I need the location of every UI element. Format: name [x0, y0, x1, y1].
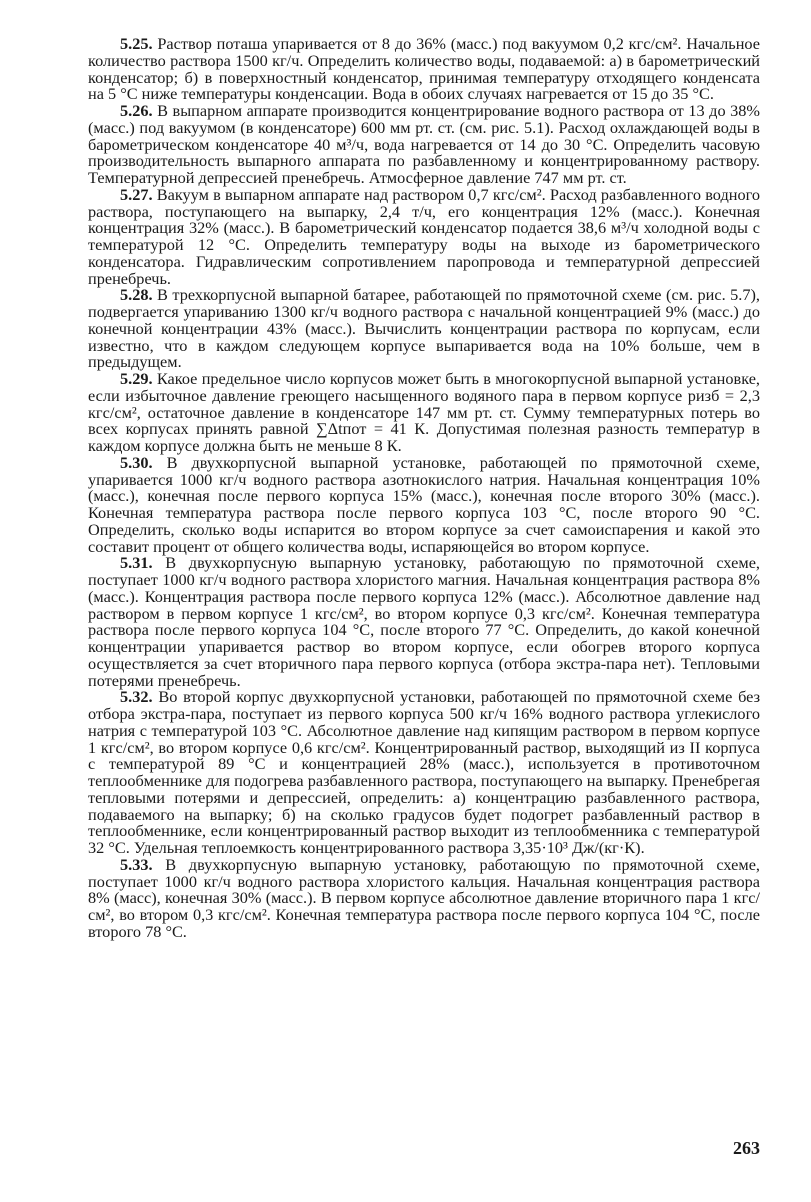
problem-number: 5.30.	[120, 452, 153, 472]
problem-text: В двухкорпусной выпарной установке, работающей по прямоточной схеме, упаривается 1000 кг/ч водного раствора азотнокислого натрия. Начальная концентрация 10% (масс.), конечная после первого корпуса 15% (масс.), конечная после второго 30% (масс.). Конечная температура раствора после первого корпуса 103 °С, после второго 90 °С. Определить, сколько воды испарится во втором корпусе за счет самоиспарения и какой это составит процент от общего количества воды, испаряющейся во втором корпусе.	[88, 452, 760, 556]
problem-number: 5.33.	[120, 854, 153, 874]
problem-number: 5.32.	[120, 687, 153, 707]
problem-text: В двухкорпусную выпарную установку, работающую по прямоточной схеме, поступает 1000 кг/ч водного раствора хлористого магния. Начальная концентрация раствора 8% (масс.). Концентрация раствора после первого корпуса 12% (масс.). Абсолютное давление над раствором в первом корпусе 1 кгс/см², во втором корпусе 0,3 кгс/см². Конечная температура раствора после первого корпуса 104 °С, после второго 77 °С. Определить, до какой конечной концентрации упаривается раствор во втором корпусе, если обогрев второго корпуса осуществляется за счет вторичного пара первого корпуса (отбора экстра-пара нет). Тепловыми потерями пренебречь.	[88, 553, 760, 690]
problem-5-31	[88, 555, 760, 689]
problem-number: 5.29.	[120, 369, 153, 388]
problem-number: 5.25.	[120, 34, 153, 53]
problem-text: В трехкорпусной выпарной батарее, работающей по прямоточной схеме (см. рис. 5.7), подвергается упариванию 1300 кг/ч водного раствора с начальной концентрацией 9% (масс.) до конечной концентрации 43% (масс.). Вычислить концентрации раствора по корпусам, если известно, что в каждом следующем корпусе выпаривается вода на 10% больше, чем в предыдущем.	[88, 285, 760, 372]
problem-5-26	[88, 103, 760, 187]
problem-5-33	[88, 854, 760, 941]
problem-text: Вакуум в выпарном аппарате над раствором 0,7 кгс/см². Расход разбавленного водного раствора, поступающего на выпарку, 2,4 т/ч, его концентрация 12% (масс.). Конечная концентрация 32% (масс.). В барометрический конденсатор подается 38,6 м³/ч холодной воды с температурой 12 °С. Определить температуру воды на выходе из барометрического конденсатора. Гидравлическим сопротивлением паропровода и температурной депрессией пренебречь.	[88, 184, 760, 288]
page-number: 263	[733, 1138, 760, 1158]
problem-5-32	[88, 689, 760, 857]
problem-5-29	[88, 371, 760, 455]
problem-5-25	[88, 36, 760, 103]
problem-number: 5.26.	[120, 101, 153, 120]
problem-text: Какое предельное число корпусов может быть в многокорпусной выпарной установке, если избыточное давление греющего насыщенного водяного пара в первом корпусе pизб = 2,3 кгс/см², остаточное давление в конденсаторе 147 мм рт. ст. Сумму температурных потерь во всех корпусах принять равной ∑Δtпот = 41 К. Допустимая полезная разность температур в каждом корпусе должна быть не меньше 8 К.	[88, 369, 760, 455]
page-body	[88, 36, 760, 1166]
problem-5-27	[88, 184, 760, 288]
problem-5-28	[88, 287, 760, 371]
problem-text: В выпарном аппарате производится концентрирование водного раствора от 13 до 38% (масс.) под вакуумом (в конденсаторе) 600 мм рт. ст. (см. рис. 5.1). Расход охлаждающей воды в барометрическом конденсаторе 40 м³/ч, вода нагревается от 14 до 30 °С. Определить часовую производительность выпарного аппарата по разбавленному и концентрированному раствору. Температурной депрессией пренебречь. Атмосферное давление 747 мм рт. ст.	[88, 101, 760, 187]
problem-number: 5.31.	[120, 553, 153, 573]
problem-text: Во второй корпус двухкорпусной установки, работающей по прямоточной схеме без отбора экстра-пара, поступает из первого корпуса 500 кг/ч 16% водного раствора углекислого натрия с температурой 103 °С. Абсолютное давление над кипящим раствором в первом корпусе 1 кгс/см², во втором корпусе 0,6 кгс/см². Концентрированный раствор, выходящий из II корпуса с температурой 89 °С и концентрацией 28% (масс.), используется в противоточном теплообменнике для подогрева разбавленного раствора, поступающего на выпарку. Пренебрегая тепловыми потерями и депрессией, определить: а) концентрацию разбавленного раствора, подаваемого на выпарку; б) на сколько градусов будет подогрет разбавленный раствор в теплообменнике, если концентрированный раствор выходит из теплообменника с температурой 32 °С. Удельная теплоемкость концентрированного раствора 3,35·10³ Дж/(кг·К).	[88, 687, 760, 857]
problem-number: 5.27.	[120, 184, 153, 204]
problem-text: В двухкорпусную выпарную установку, работающую по прямоточной схеме, поступает 1000 кг/ч водного раствора хлористого кальция. Начальная концентрация раствора 8% (масс), конечная 30% (масс.). В первом корпусе абсолютное давление вторичного пара 1 кгс/см², во втором 0,3 кгс/см². Конечная температура раствора после первого корпуса 104 °С, после второго 78 °С.	[88, 854, 760, 941]
problem-text: Раствор поташа упаривается от 8 до 36% (масс.) под вакуумом 0,2 кгс/см². Начальное количество раствора 1500 кг/ч. Определить количество воды, подаваемой: а) в барометрический конденсатор; б) в поверхностный конденсатор, принимая температуру отходящего конденсата на 5 °С ниже температуры конденсации. Вода в обоих случаях нагревается от 15 до 35 °С.	[88, 34, 760, 104]
problem-5-30	[88, 452, 760, 556]
problem-number: 5.28.	[120, 285, 153, 305]
